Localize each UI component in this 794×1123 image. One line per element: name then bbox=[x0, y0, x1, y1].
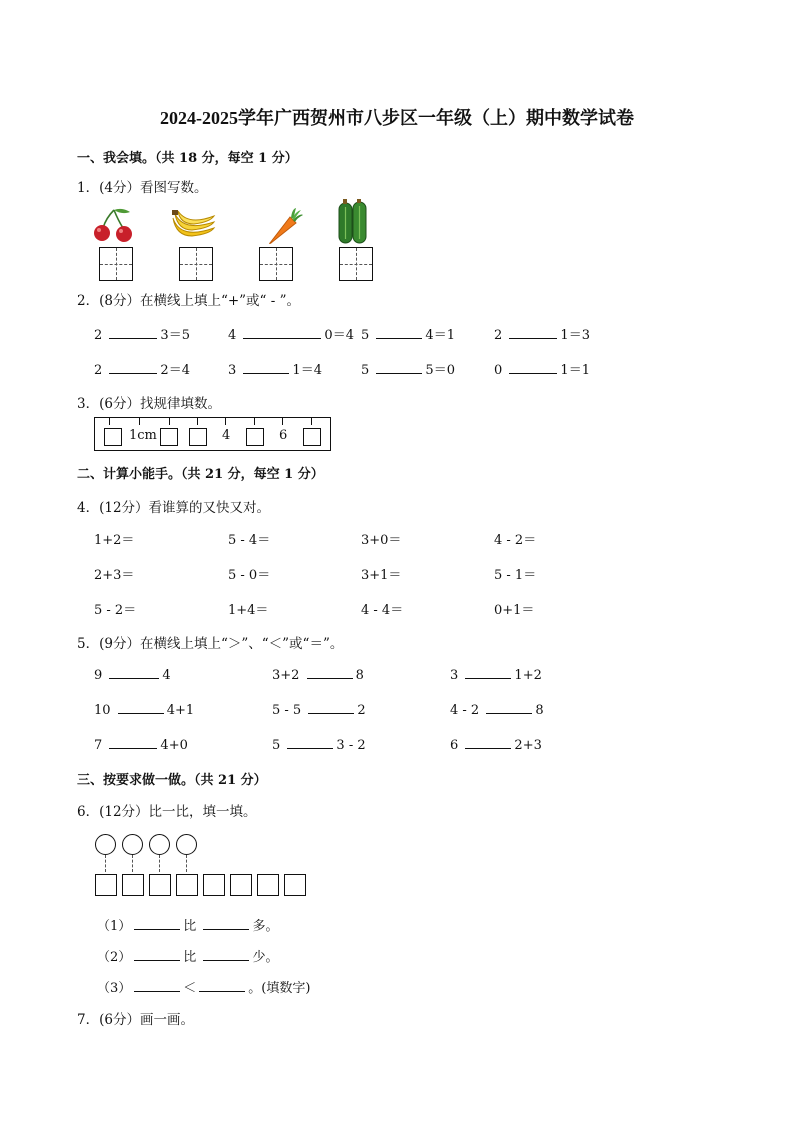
ruler-answer-box[interactable] bbox=[104, 428, 122, 446]
answer-blank[interactable] bbox=[509, 326, 557, 339]
answer-box-carrot[interactable] bbox=[259, 247, 293, 281]
q2-item: 5 4＝1 bbox=[361, 328, 455, 343]
answer-blank[interactable] bbox=[134, 979, 180, 992]
q5-item: 5 - 5 2 bbox=[272, 703, 366, 718]
answer-box-cherry[interactable] bbox=[99, 247, 133, 281]
square bbox=[176, 874, 198, 896]
page-title: 2024-2025学年广西贺州市八步区一年级（上）期中数学试卷 bbox=[160, 108, 634, 128]
answer-blank[interactable] bbox=[486, 701, 532, 714]
answer-box-cucumber[interactable] bbox=[339, 247, 373, 281]
ruler-answer-box[interactable] bbox=[160, 428, 178, 446]
ruler-label: 6 bbox=[279, 428, 288, 443]
q6-line-1: （1） 比 多。 bbox=[97, 919, 279, 934]
q2-item: 2 3＝5 bbox=[94, 328, 190, 343]
question-3: 3．(6分）找规律填数。 bbox=[77, 396, 221, 412]
q4-item: 5 - 4＝ bbox=[228, 533, 271, 548]
ruler-answer-box[interactable] bbox=[246, 428, 264, 446]
answer-blank[interactable] bbox=[134, 917, 180, 930]
q5-item: 5 3 - 2 bbox=[272, 738, 366, 753]
square bbox=[203, 874, 225, 896]
ruler-answer-box[interactable] bbox=[303, 428, 321, 446]
q4-item: 2+3＝ bbox=[94, 568, 135, 583]
q4-item: 3+1＝ bbox=[361, 568, 402, 583]
square bbox=[95, 874, 117, 896]
square bbox=[149, 874, 171, 896]
answer-blank[interactable] bbox=[243, 326, 321, 339]
square bbox=[284, 874, 306, 896]
question-2: 2．(8分）在横线上填上“+”或“ - ”。 bbox=[77, 293, 301, 309]
q2-item: 5 5＝0 bbox=[361, 363, 455, 378]
q5-item: 6 2+3 bbox=[450, 738, 542, 753]
answer-blank[interactable] bbox=[118, 701, 164, 714]
answer-blank[interactable] bbox=[287, 736, 333, 749]
circle bbox=[95, 834, 116, 855]
q2-item: 2 2＝4 bbox=[94, 363, 190, 378]
question-5: 5．(9分）在横线上填上“＞”、“＜”或“＝”。 bbox=[77, 636, 344, 652]
q5-item: 4 - 2 8 bbox=[450, 703, 544, 718]
answer-blank[interactable] bbox=[243, 361, 289, 374]
cherry-icon bbox=[92, 208, 136, 242]
circle bbox=[149, 834, 170, 855]
answer-blank[interactable] bbox=[109, 736, 157, 749]
answer-blank[interactable] bbox=[109, 326, 157, 339]
q2-item: 0 1＝1 bbox=[494, 363, 590, 378]
q5-item: 10 4+1 bbox=[94, 703, 195, 718]
q4-item: 5 - 0＝ bbox=[228, 568, 271, 583]
answer-blank[interactable] bbox=[203, 948, 249, 961]
section-3-heading: 三、按要求做一做。（共 21 分） bbox=[77, 773, 267, 788]
q4-item: 5 - 1＝ bbox=[494, 568, 537, 583]
question-1: 1．(4分）看图写数。 bbox=[77, 180, 208, 196]
circle bbox=[122, 834, 143, 855]
answer-blank[interactable] bbox=[509, 361, 557, 374]
answer-blank[interactable] bbox=[134, 948, 180, 961]
section-2-heading: 二、计算小能手。（共 21 分，每空 1 分） bbox=[77, 467, 324, 482]
q5-item: 9 4 bbox=[94, 668, 171, 683]
answer-blank[interactable] bbox=[109, 361, 157, 374]
answer-blank[interactable] bbox=[307, 666, 353, 679]
square bbox=[230, 874, 252, 896]
q2-item: 3 1＝4 bbox=[228, 363, 322, 378]
question-6: 6．(12分）比一比，填一填。 bbox=[77, 804, 257, 820]
banana-icon bbox=[170, 208, 218, 242]
ruler bbox=[94, 417, 331, 451]
q4-item: 1+4＝ bbox=[228, 603, 269, 618]
answer-blank[interactable] bbox=[109, 666, 159, 679]
carrot-icon bbox=[266, 207, 304, 245]
q4-item: 5 - 2＝ bbox=[94, 603, 137, 618]
answer-box-banana[interactable] bbox=[179, 247, 213, 281]
q6-line-2: （2） 比 少。 bbox=[97, 950, 279, 965]
ruler-answer-box[interactable] bbox=[189, 428, 207, 446]
cucumber-icon bbox=[336, 199, 370, 245]
answer-blank[interactable] bbox=[465, 666, 511, 679]
square bbox=[257, 874, 279, 896]
q4-item: 1+2＝ bbox=[94, 533, 135, 548]
section-1-heading: 一、我会填。（共 18 分，每空 1 分） bbox=[77, 151, 298, 166]
q6-line-3: （3） ＜ 。(填数字) bbox=[97, 981, 311, 996]
q4-item: 3+0＝ bbox=[361, 533, 402, 548]
q2-item: 2 1＝3 bbox=[494, 328, 590, 343]
q5-item: 7 4+0 bbox=[94, 738, 188, 753]
question-7: 7．(6分）画一画。 bbox=[77, 1012, 194, 1028]
q4-item: 4 - 4＝ bbox=[361, 603, 404, 618]
q2-item: 4 0＝4 bbox=[228, 328, 354, 343]
ruler-label: 1cm bbox=[129, 428, 157, 443]
square bbox=[122, 874, 144, 896]
ruler-label: 4 bbox=[222, 428, 231, 443]
q4-item: 0+1＝ bbox=[494, 603, 535, 618]
circle bbox=[176, 834, 197, 855]
question-4: 4．(12分）看谁算的又快又对。 bbox=[77, 500, 271, 516]
answer-blank[interactable] bbox=[465, 736, 511, 749]
answer-blank[interactable] bbox=[308, 701, 354, 714]
q4-item: 4 - 2＝ bbox=[494, 533, 537, 548]
answer-blank[interactable] bbox=[203, 917, 249, 930]
answer-blank[interactable] bbox=[199, 979, 245, 992]
q5-item: 3+2 8 bbox=[272, 668, 364, 683]
answer-blank[interactable] bbox=[376, 361, 422, 374]
answer-blank[interactable] bbox=[376, 326, 422, 339]
q5-item: 3 1+2 bbox=[450, 668, 542, 683]
